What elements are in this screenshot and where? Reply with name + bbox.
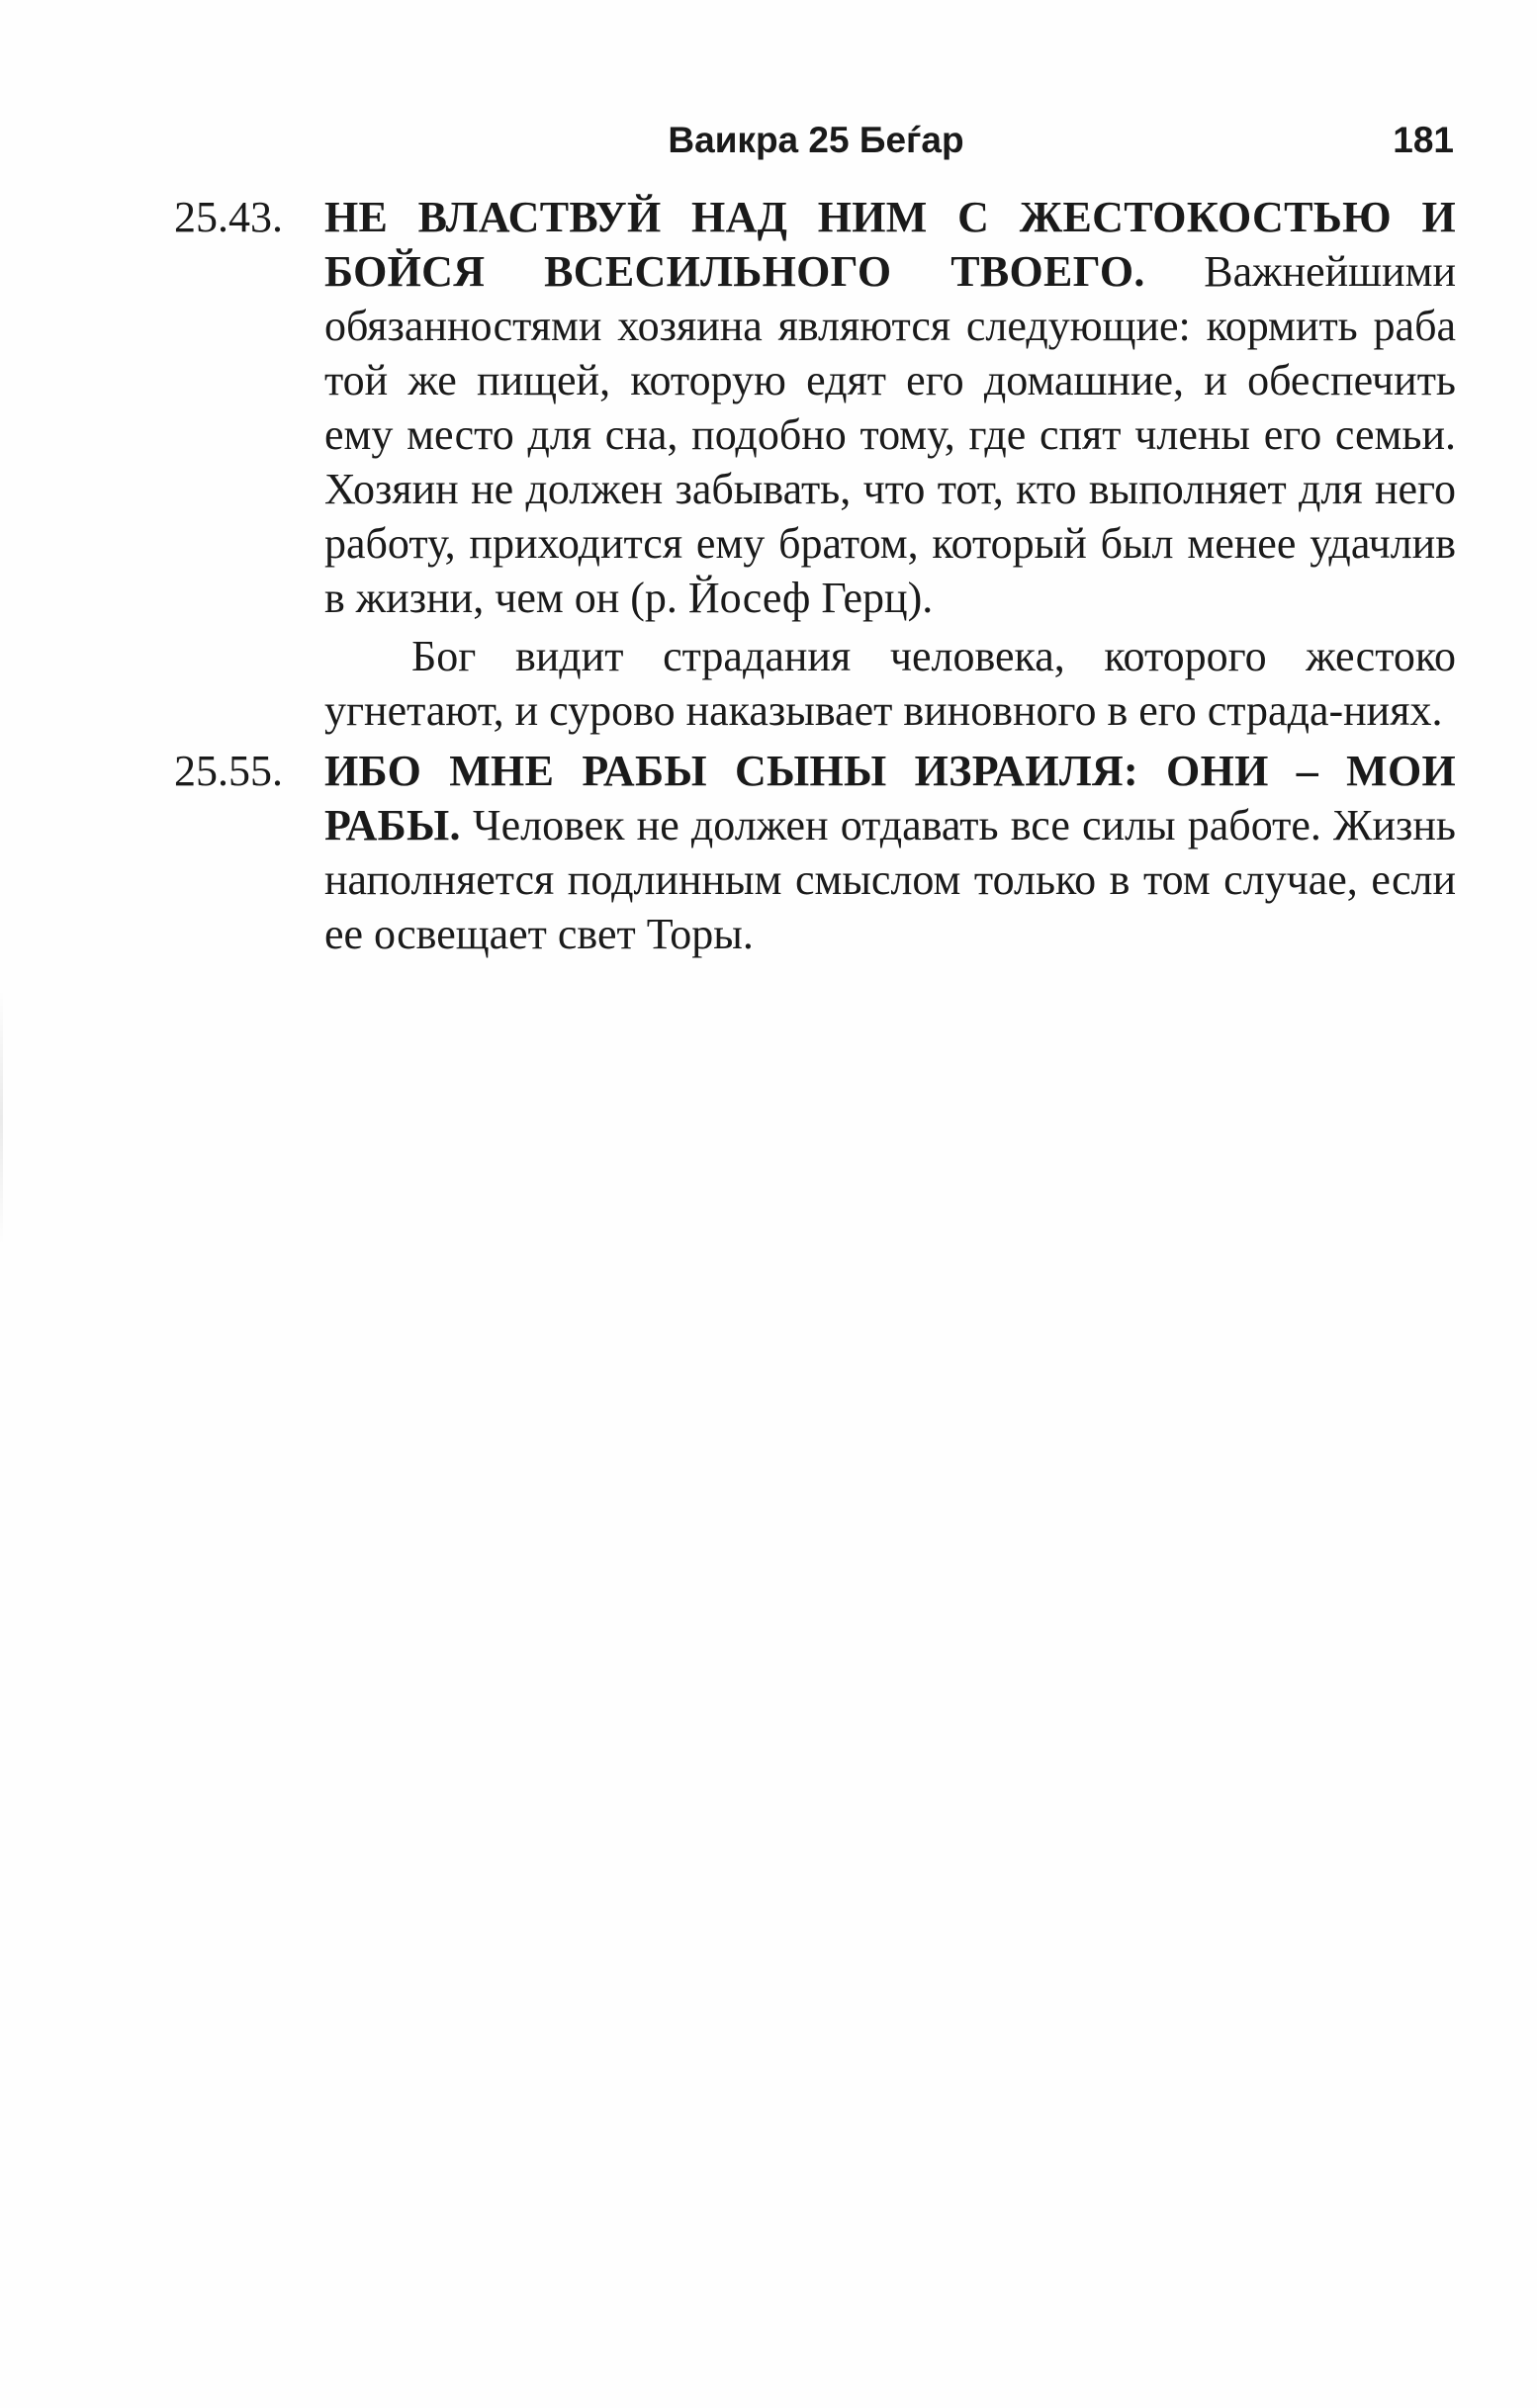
verse-heading: ИБО МНЕ РАБЫ СЫНЫ ИЗРАИЛЯ: ОНИ – МОИ РАБЫ. — [324, 747, 1456, 849]
verse-number: 25.43. — [174, 193, 283, 241]
verse-entry-25-55 — [174, 744, 1456, 961]
running-head — [178, 111, 1454, 170]
page-number: 181 — [1393, 120, 1454, 160]
page-body — [174, 190, 1456, 961]
verse-heading: НЕ ВЛАСТВУЙ НАД НИМ С ЖЕСТОКОСТЬЮ И БОЙСЯ ВСЕСИЛЬНОГО ТВОЕГО. — [324, 193, 1456, 296]
commentary-paragraph — [324, 190, 1456, 625]
verse-number: 25.55. — [174, 747, 283, 795]
commentary-text: Важнейшими обязанностями хозяина являются следующие: кормить раба той же пищей, которую едят его домашние, и обеспечить ему место для сна, подобно тому, где спят члены его семьи. Хозяин не должен забывать, что тот, кто выполняет для него работу, приходится ему братом, который был менее удачлив в жизни, чем он (р. Йосеф Герц). — [324, 247, 1456, 622]
commentary-paragraph-2: Бог видит страдания человека, которого жестоко угнетают, и сурово наказывает виновного в его страда-ниях. — [324, 632, 1456, 735]
verse-entry-25-43 — [174, 190, 1456, 738]
commentary-paragraph — [324, 744, 1456, 961]
commentary-text: Человек не должен отдавать все силы работе. Жизнь наполняется подлинным смыслом только в том случае, если ее освещает свет Торы. — [324, 801, 1456, 958]
running-head-title: Ваикра 25 Беѓар — [668, 120, 964, 160]
scan-edge-shadow — [0, 989, 3, 1246]
